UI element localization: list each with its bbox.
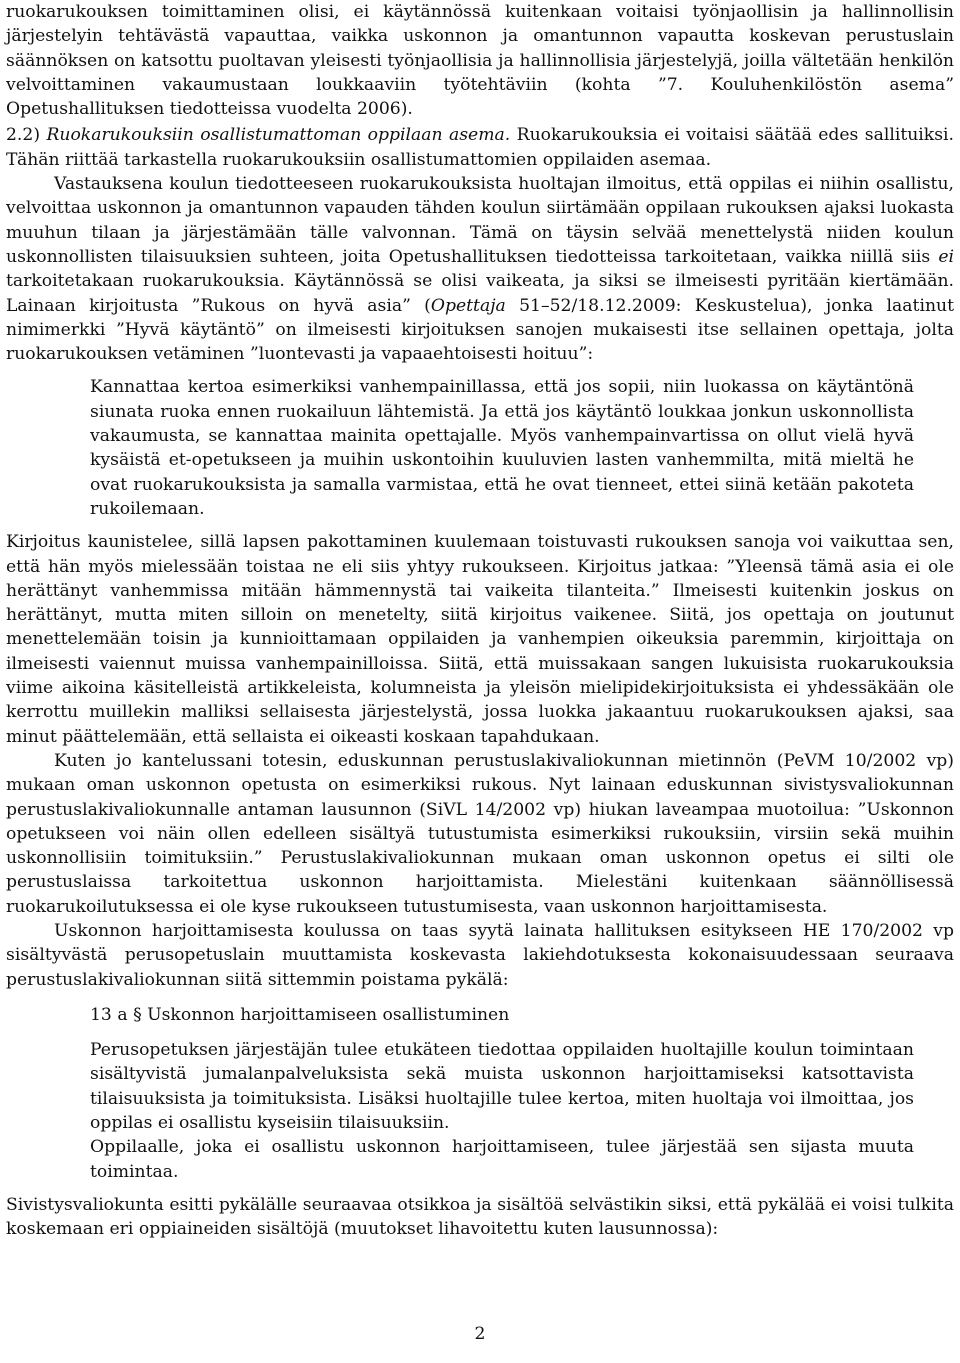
source-publication: Opettaja <box>430 295 506 316</box>
paragraph-critique: Kirjoitus kaunistelee, sillä lapsen pakottaminen kuulemaan toistuvasti rukouksen sanoja voi vaikuttaa sen, että hän myös mielessään toistaa ne eli siis yhtyy rukoukseen. Kirjoitus jatkaa: ”Yleensä tämä asia ei ole herättänyt vanhemmissa mitään hämmennystä tai vaikeita tilanteita.” Ilmeisesti kuitenkin joskus on herättänyt, mutta miten silloin on menetelty, siitä kirjoitus vaikenee. Siitä, jos opettaja on joutunut menettelemään toisin ja kunnioittamaan oppilaiden ja vanhempien oikeuksia paremmin, kirjoittaja on ilmeisesti vaiennut muissa vanhempainilloissa. Siitä, että muissakaan sangen lukuisista ruokarukouksia viime aikoina käsitelleistä artikkeleista, kolumneista ja yleisön mielipidekirjoituksista ei yhdessäkään ole kerrottu muillekin malliksi sellaisesta järjestelystä, jossa luokka jakaantuu ruokarukouksen ajaksi, saa minut päättelemään, että sellaista ei oikeasti koskaan tapahdukaan. <box>6 532 954 747</box>
law-section-number: 13 a <box>90 1004 128 1025</box>
section-number: 2.2) <box>6 125 41 146</box>
emphasis-ei: ei <box>938 246 954 267</box>
law-section-heading <box>90 1003 954 1027</box>
paragraph-response <box>6 172 954 366</box>
document-page <box>6 0 954 1242</box>
page-number: 2 <box>474 1324 486 1344</box>
paragraph-text: tarkoitetakaan ruokarukouksia. Käytännössä se olisi vaikeata, ja siksi se ilmeisesti pyritään kiertämään. Lainaan kirjoitusta ”Rukous on hyvä asia” ( <box>6 271 954 316</box>
section-2-2-paragraph <box>6 123 954 172</box>
section-title: Ruokarukouksiin osallistumattoman oppilaan asema. <box>46 125 511 146</box>
law-text-1: Perusopetuksen järjestäjän tulee etukäteen tiedottaa oppilaiden huoltajille koulun toimintaan sisältyvistä jumalanpalveluksista sekä muista uskonnon harjoittamiseksi katsottavista tilaisuuksista ja toimituksista. Lisäksi huoltajille tulee kertoa, miten huoltaja voi ilmoittaa, jos oppilas ei osallistu kyseisiin tilaisuuksiin. <box>90 1040 914 1134</box>
paragraph-text: Vastauksena koulun tiedotteeseen ruokarukouksista huoltajan ilmoitus, että oppilas ei niihin osallistu, velvoittaa uskonnon ja omantunnon vapauden tähden koulun siirtämään oppilaan rukouksen ajaksi luokasta muuhun tilaan ja järjestämään tälle valvonnan. Tämä on täysin selvää menettelystä niiden koulun uskonnollisten tilaisuuksien suhteen, joita Opetushallituksen tiedotteissa tarkoitetaan, vaikka niillä siis <box>6 174 954 267</box>
paragraph-education-committee: Sivistysvaliokunta esitti pykälälle seuraavaa otsikkoa ja sisältöä selvästikin siksi, että pykälää ei voisi tulkita koskemaan eri oppiaineiden sisältöjä (muutokset lihavoitettu kuten lausunnossa): <box>6 1194 954 1240</box>
paragraph-text: 51–52/18.12.2009: Keskustelua), jonka laatinut nimimerkki ”Hyvä käytäntö” on ilmeisesti kirjoituksen sanojen mukaisesti itse sellainen opettaja, jolta ruokarukouksen vetäminen ”luontevasti ja vapaaehtoisesti hoituu”: <box>6 295 954 365</box>
law-section-title: Uskonnon harjoittamiseen osallistuminen <box>147 1004 510 1025</box>
paragraph-continuation: ruokarukouksen toimittaminen olisi, ei käytännössä kuitenkaan voitaisi työnjaollisin ja hallinnollisin järjestelyin tehtävästä vapauttaa, vaikka uskonnon ja omantunnon vapautta koskevan perustuslain säännöksen on katsottu puoltavan yleisesti työnjaollisia ja hallinnollisia järjestelyjä, joilla vältetään henkilön velvoittaminen vakaumustaan loukkaaviin työtehtäviin (kohta ”7. Kouluhenkilöstön asema” Opetushallituksen tiedotteissa vuodelta 2006). <box>6 2 954 120</box>
paragraph-government-bill: Uskonnon harjoittamisesta koulussa on taas syytä lainata hallituksen esitykseen HE 170/2002 vp sisältyvästä perusopetuslain muuttamista koskevasta lakiehdotuksesta kokonaisuudessaan seuraava perustuslakivaliokunnan siitä sittemmin poistama pykälä: <box>6 920 954 990</box>
paragraph-committee: Kuten jo kantelussani totesin, eduskunnan perustuslakivaliokunnan mietinnön (PeVM 10/2002 vp) mukaan oman uskonnon opetusta on esimerkiksi rukous. Nyt lainaan eduskunnan sivistysvaliokunnan perustuslakivaliokunnalle antaman lausunnon (SiVL 14/2002 vp) hiukan laveampaa muotoilua: ”Uskonnon opetukseen voi näin ollen edelleen sisältyä tutustumista esimerkiksi rukouksiin, virsiin sekä muihin uskonnollisiin toimituksiin.” Perustuslakivaliokunnan mukaan oman uskonnon opetus ei silti ole perustuslaissa tarkoitettua uskonnon harjoittamista. Mielestäni kuitenkaan säännöllisessä ruokarukoilutuksessa ei ole kyse rukoukseen tutustumisesta, vaan uskonnon harjoittamisesta. <box>6 750 954 917</box>
block-quote: Kannattaa kertoa esimerkiksi vanhempainillassa, että jos sopii, niin luokassa on käytäntönä siunata ruoka ennen ruokailuun lähtemistä. Ja että jos käytäntö loukkaa jonkun uskonnollista vakaumusta, se kannattaa mainita opettajalle. Myös vanhempainvartissa on ollut vielä hyvä kysäistä et-opetukseen ja muihin uskontoihin kuuluvien lasten vanhemmilta, mitä mieltä he ovat ruokarukouksista ja samalla varmistaa, että he ovat tienneet, ettei siinä ketään pakoteta rukoilemaan. <box>90 377 914 519</box>
law-text-2: Oppilaalle, joka ei osallistu uskonnon harjoittamiseen, tulee järjestää sen sijasta muuta toimintaa. <box>90 1137 914 1182</box>
section-sign-icon: § <box>133 1004 142 1025</box>
section-text: Ruokarukouksia ei voitaisi säätää edes sallituiksi. Tähän riittää tarkastella ruokarukouksiin osallistumattomien oppilaiden asemaa. <box>6 125 954 170</box>
